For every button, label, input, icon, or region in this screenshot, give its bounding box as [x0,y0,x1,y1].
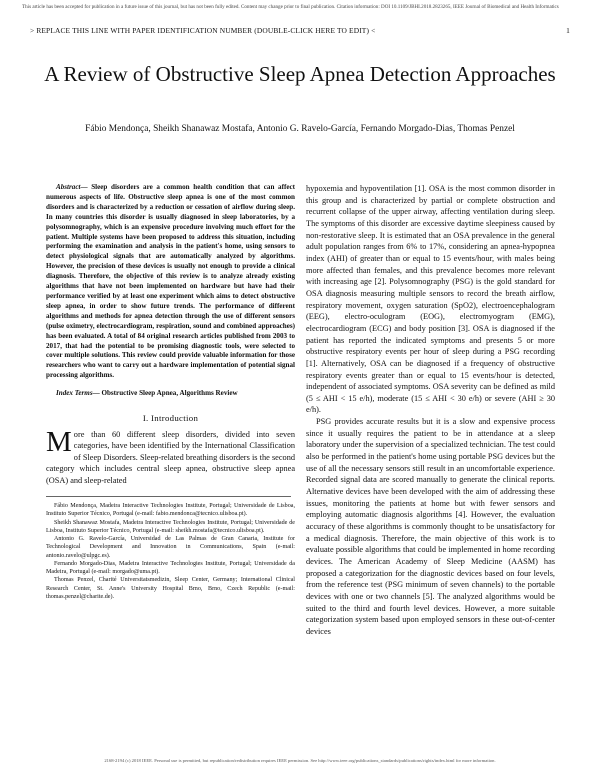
body-paragraph: PSG provides accurate results but it is a slow and expensive process since it usually requires the patient to be in attendance at a sleep laboratory under the supervision of a specialized technician. The test could also be performed in the patient's home using portable PSG devices but the use of all the necessary sensors still result in an uncomfortable experience. Recorded signal data are scored manually to generate the clinical reports. Alternative devices have been developed with the aim of addressing these issues, monitoring the patients at home but with fewer sensors and employing automatic diagnosis algorithms [4]. However, the evaluation accuracy of these algorithms is commonly thought to be unsatisfactory for a medical diagnosis. Therefore, the main objective of this work is to evaluate possible algorithms that could be implemented in home recording devices. The American Academy of Sleep Medicine (AASM) has proposed a categorization for the diagnostic devices based on four levels, from the reference test (PSG minimum of seven channels) to the portable devices with one or two channels [5]. The analyzed algorithms would be suited to the third and fourth level devices. However, a more suitable categorization system based upon employed sensors in these out-of-center devices [306,417,555,636]
footnote-affiliation: Thomas Penzel, Charité Universitatsmedizin, Sleep Center, Germany; International Clinical Research Center, St. Anne's University Hospital Brno, Brno, Czech Republic (e-mail: thomas.penzel@charite.de). [46,577,295,600]
author-list: Fábio Mendonça, Sheikh Shanawaz Mostafa, Antonio G. Ravelo-García, Fernando Morgado-Dias, Thomas Penzel [85,124,515,134]
abstract-label: Abstract [56,183,81,191]
publication-notice: This article has been accepted for publication in a future issue of this journal, but has not been fully edited. Content may change prior to final publication. Citation information: DOI 10.1109/JBHI.2018.2823265, IEEE Journal of Biomedical and Health Informatics [22,4,559,10]
footnote-affiliation: Sheikh Shanawaz Mostafa, Madeira Interactive Technologies Institute, Portugal; Universidade de Lisboa, Instituto Superior Técnico, Portugal (e-mail: sheikh.mostafa@tecnico.ulisboa.pt). [46,519,295,534]
paper-header [30,26,570,35]
index-terms [46,389,295,399]
paper-title: A Review of Obstructive Sleep Apnea Detection Approaches [44,62,556,86]
abstract [46,183,295,381]
left-column [46,183,295,601]
copyright-footer: 2168-2194 (c) 2018 IEEE. Personal use is permitted, but republication/redistribution requires IEEE permission. See http://www.ieee.org/publications_standards/publications/rights/index.html for more information. [104,758,496,763]
footnote-affiliation: Fernando Morgado-Dias, Madeira Interactive Technologies Institute, Portugal; Universidade da Madeira, Portugal (e-mail: morgado@uma.pt). [46,560,295,576]
index-terms-label: Index Terms [56,389,93,398]
introduction-text: ore than 60 different sleep disorders, divided into seven categories, have been identified by the International Classification of Sleep Disorders. Sleep-related breathing disorders is the second category which includes central sleep apnea, obstructive sleep apnea (OSA) and sleep-related [46,430,295,485]
right-column [306,183,555,638]
page-number: 1 [566,26,570,35]
footnote-divider [46,496,291,497]
index-terms-text: — Obstructive Sleep Apnea, Algorithms Review [92,389,238,398]
dropcap-letter: M [46,426,72,459]
section-heading-introduction: I. Introduction [142,413,199,424]
paper-id-placeholder[interactable]: > REPLACE THIS LINE WITH PAPER IDENTIFICATION NUMBER (DOUBLE-CLICK HERE TO EDIT) < [30,26,376,35]
abstract-text: — Sleep disorders are a common health condition that can affect numerous aspects of life. Obstructive sleep apnea is one of the most common disorders and is characterized by a reduction or cessation of airflow during sleep. In many countries this disorder is usually diagnosed in sleep laboratories, by a polysomnography, which is an expensive procedure involving much effort for the patient. Multiple systems have been proposed to address this situation, including performing the examination and analysis in the patient's home, using sensors to detect physiological signals that are automatically analyzed by algorithms. However, the precision of these devices is usually not enough to provide a clinical diagnosis. Therefore, the objective of this review is to analyze already existing algorithms that have not been implemented on hardware but have had their performance verified by at least one experiment which aims to detect obstructive sleep apnea, in order to show future trends. The performance of different algorithms and methods for apnea detection through the use of different sensors (pulse oximetry, electrocardiogram, respiration, sound and combined approaches) has been evaluated. A total of 84 original research articles published from 2003 to 2017, that had the potential to be promising diagnostic tools, were selected to cover multiple solutions. This review could provide valuable information for those researchers who want to carry out a hardware implementation of potential signal processing algorithms. [46,183,295,380]
introduction-paragraph [46,426,295,486]
footnote-affiliation: Antonio G. Ravelo-García, Universidad de Las Palmas de Gran Canaria, Institute for Technological Development and Innovation in Communications, Spain (e-mail: antonio.ravelo@ulpgc.es). [46,536,295,559]
footnote-affiliation: Fábio Mendonça, Madeira Interactive Technologies Institute, Portugal; Universidade de Lisboa, Instituto Superior Técnico, Portugal (e-mail: fabio.mendonca@tecnico.ulisboa.pt). [46,503,295,518]
body-paragraph: hypoxemia and hypoventilation [1]. OSA is the most common disorder in this group and is characterized by partial or complete obstruction and recurrent collapse of the upper airway, affecting ventilation during sleep. The symptoms of this disorder are excessive daytime sleepiness caused by non-restorative sleep. It is estimated that an OSA prevalence in the general adult population ranges from 6% to 17%, considering an apnea-hypopnea index (AHI) of greater than or equal to 15 events/hour, with males being more affected than females, and this prevalence becomes more relevant with increasing age [2]. Polysomnography (PSG) is the gold standard for OSA diagnosis measuring multiple sensors to record the breath airflow, respiratory movement, oxygen saturation (SpO2), electroencephalogram (EEG), electro-oculogram (EOG), electromyogram (EMG), electrocardiogram (ECG) and body position [3]. OSA is diagnosed if the patient has reported the indicated symptoms and presents 5 or more obstructive respiratory events per hour of sleep during a PSG recording [1]. Alternatively, OSA can be diagnosed if a frequency of obstructive respiratory events greater than or equal to 15 events/hour is detected, independent of associated symptoms. OSA severity can be defined as mild (5 ≤ AHI < 15 e/h), moderate (15 ≤ AHI < 30 e/h) or severe (AHI ≥ 30 e/h). [306,184,555,415]
